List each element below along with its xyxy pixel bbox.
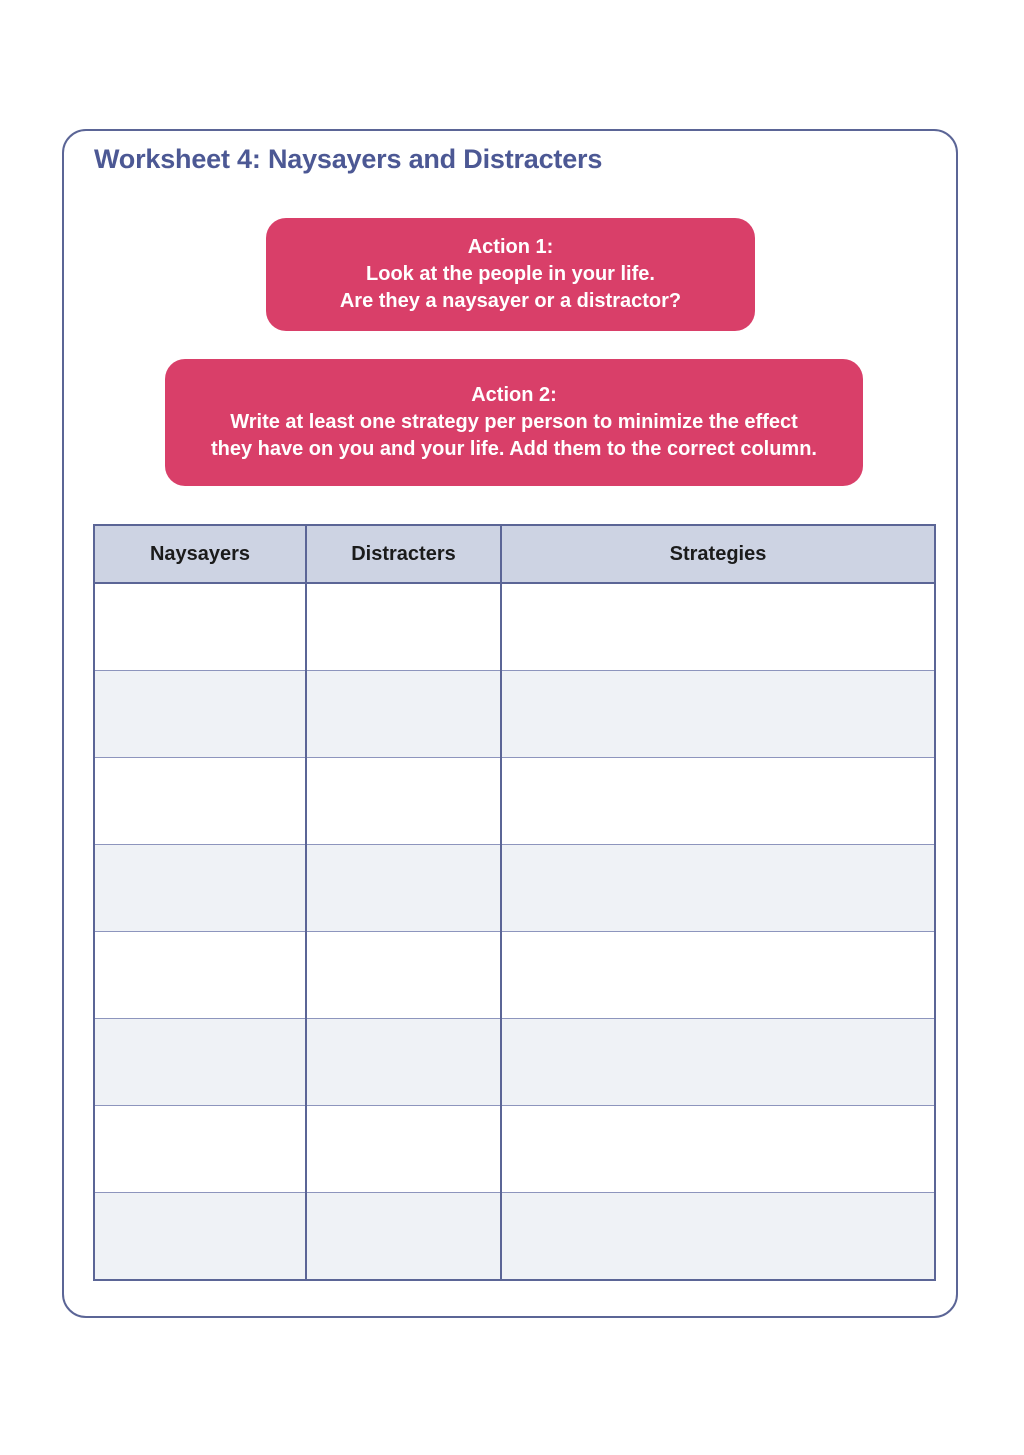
- naysayer-cell[interactable]: [94, 845, 306, 932]
- naysayer-cell[interactable]: [94, 1193, 306, 1281]
- strategy-cell[interactable]: [501, 583, 935, 671]
- action-2-box: [165, 359, 863, 486]
- distracter-cell[interactable]: [306, 845, 501, 932]
- distracter-cell[interactable]: [306, 932, 501, 1019]
- naysayer-cell[interactable]: [94, 932, 306, 1019]
- table-row: [94, 1106, 935, 1193]
- action-1-box: [266, 218, 755, 331]
- action-1-line-2: Are they a naysayer or a distractor?: [339, 290, 682, 312]
- distracter-cell[interactable]: [306, 1193, 501, 1281]
- table-row: [94, 583, 935, 671]
- distracter-cell[interactable]: [306, 1106, 501, 1193]
- naysayer-cell[interactable]: [94, 671, 306, 758]
- naysayer-cell[interactable]: [94, 758, 306, 845]
- naysayer-cell[interactable]: [94, 1019, 306, 1106]
- strategy-cell[interactable]: [501, 671, 935, 758]
- column-header-naysayers: Naysayers: [94, 525, 306, 583]
- strategy-cell[interactable]: [501, 845, 935, 932]
- action-2-heading: Action 2:: [471, 384, 557, 406]
- strategy-cell[interactable]: [501, 932, 935, 1019]
- naysayer-cell[interactable]: [94, 1106, 306, 1193]
- table-row: [94, 1193, 935, 1281]
- worksheet-table: [93, 524, 936, 1281]
- table-row: [94, 845, 935, 932]
- naysayer-cell[interactable]: [94, 583, 306, 671]
- action-2-line-2: they have on you and your life. Add them to the correct column.: [210, 438, 817, 460]
- action-1-line-1: Look at the people in your life.: [366, 263, 655, 285]
- distracter-cell[interactable]: [306, 583, 501, 671]
- column-header-strategies: Strategies: [501, 525, 935, 583]
- distracter-cell[interactable]: [306, 1019, 501, 1106]
- table-body: [94, 583, 935, 1280]
- action-2-line-1: Write at least one strategy per person to minimize the effect: [230, 411, 798, 433]
- table-header-row: [94, 525, 935, 583]
- strategy-cell[interactable]: [501, 1106, 935, 1193]
- table-row: [94, 758, 935, 845]
- strategy-cell[interactable]: [501, 758, 935, 845]
- table-row: [94, 671, 935, 758]
- column-header-distracters: Distracters: [306, 525, 501, 583]
- distracter-cell[interactable]: [306, 671, 501, 758]
- action-1-heading: Action 1:: [467, 236, 554, 258]
- table-row: [94, 1019, 935, 1106]
- strategy-cell[interactable]: [501, 1019, 935, 1106]
- strategy-cell[interactable]: [501, 1193, 935, 1281]
- distracter-cell[interactable]: [306, 758, 501, 845]
- table-row: [94, 932, 935, 1019]
- page-title: Worksheet 4: Naysayers and Distracters: [94, 144, 603, 174]
